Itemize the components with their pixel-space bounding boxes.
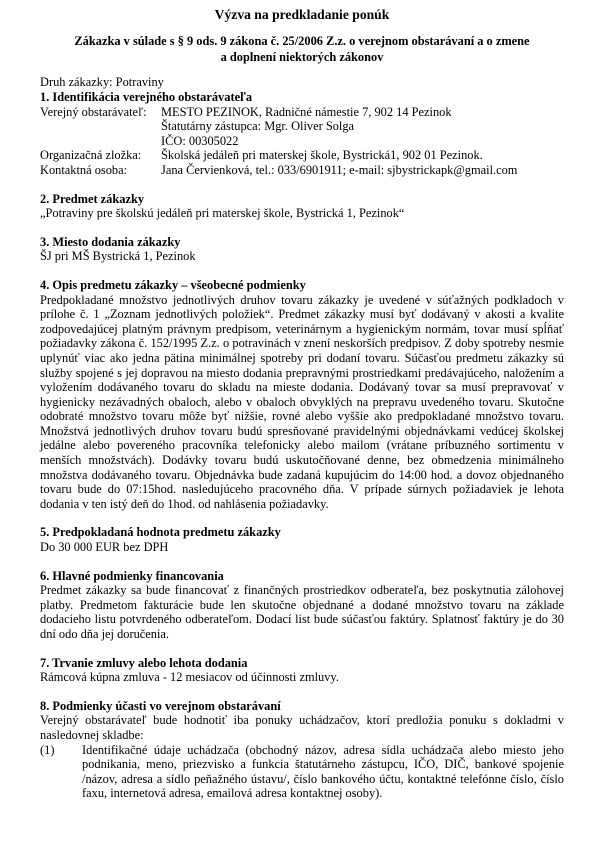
row-value: Jana Červienková, tel.: 033/6901911; e-mail: sjbystrickapk@gmail.com bbox=[161, 162, 518, 177]
section3-heading: 3. Miesto dodania zákazky bbox=[40, 234, 181, 249]
row-value: Štatutárny zástupca: Mgr. Oliver Solga bbox=[161, 119, 355, 134]
contracting-authority-table bbox=[40, 105, 517, 178]
table-row bbox=[40, 105, 517, 120]
row-value: IČO: 00305022 bbox=[161, 133, 239, 148]
section2-text: „Potraviny pre školskú jedáleň pri materskej škole, Bystrická 1, Pezinok“ bbox=[40, 206, 405, 221]
section8-heading: 8. Podmienky účasti vo verejnom obstarávaní bbox=[40, 698, 281, 713]
section8-text: Verejný obstarávateľ bude hodnotiť iba ponuky uchádzačov, ktorí predložia ponuku s dokladmi v nasledovnej skladbe: bbox=[40, 713, 564, 742]
row-value: MESTO PEZINOK, Radničné námestie 7, 902 14 Pezinok bbox=[161, 104, 452, 119]
row-label: Verejný obstarávateľ: bbox=[40, 104, 147, 119]
table-row bbox=[40, 119, 517, 134]
list-item bbox=[40, 743, 564, 801]
section7-heading: 7. Trvanie zmluvy alebo lehota dodania bbox=[40, 655, 248, 670]
section5-heading: 5. Predpokladaná hodnota predmetu zákazky bbox=[40, 525, 281, 540]
section3-text: ŠJ pri MŠ Bystrická 1, Pezinok bbox=[40, 249, 196, 264]
section2-heading: 2. Predmet zákazky bbox=[40, 191, 145, 206]
row-label bbox=[40, 134, 161, 149]
section5-text: Do 30 000 EUR bez DPH bbox=[40, 540, 169, 555]
section6-text: Predmet zákazky sa bude financovať z finančných prostriedkov odberateľa, bez poskytnutia zálohovej platby. Predmetom fakturácie bude len skutočne objednané a dodané množstvo tovaru na základe dodacieho listu potvrdeného odberateľom. Dodací list bude súčasťou faktúry. Splatnosť faktúry je do 30 dní odo dňa jej doručenia. bbox=[40, 583, 564, 641]
section4-heading: 4. Opis predmetu zákazky – všeobecné podmienky bbox=[40, 277, 306, 292]
document-page bbox=[40, 8, 564, 801]
document-subject-line2: a doplnení niektorých zákonov bbox=[220, 50, 384, 64]
row-value: Školská jedáleň pri materskej škole, Bystrická1, 902 01 Pezinok. bbox=[161, 148, 483, 163]
section6-heading: 6. Hlavné podmienky financovania bbox=[40, 568, 224, 583]
list-item-number: (1) bbox=[40, 742, 55, 757]
section7-text: Rámcová kúpna zmluva - 12 mesiacov od účinnosti zmluvy. bbox=[40, 670, 339, 685]
list-item-text: Identifikačné údaje uchádzača (obchodný názov, adresa sídla uchádzača alebo miesto jeho podnikania, meno, priezvisko a funkcia štatutárneho zástupcu, IČO, DIČ, bankové spojenie /názov, adresa a sídlo peňažného ústavu/, číslo bankového účtu, kontaktné telefónne číslo, číslo faxu, internetová adresa, emailová adresa kontaktnej osoby). bbox=[82, 742, 564, 801]
document-title: Výzva na predkladanie ponúk bbox=[214, 7, 390, 22]
document-subject-line1: Zákazka v súlade s § 9 ods. 9 zákona č. 25/2006 Z.z. o verejnom obstarávaní a o zmene bbox=[74, 33, 530, 48]
order-type: Druh zákazky: Potraviny bbox=[40, 75, 164, 90]
table-row bbox=[40, 163, 517, 178]
table-row bbox=[40, 134, 517, 149]
row-label: Kontaktná osoba: bbox=[40, 162, 128, 177]
row-label bbox=[40, 119, 161, 134]
section1-heading: 1. Identifikácia verejného obstarávateľa bbox=[40, 90, 253, 104]
row-label: Organizačná zložka: bbox=[40, 148, 142, 163]
table-row bbox=[40, 148, 517, 163]
section4-text: Predpokladané množstvo jednotlivých druhov tovaru zákazky je uvedené v súťažných podkladoch v prílohe č. 1 „Zoznam jednotlivých položiek“. Predmet zákazky musí byť dodávaný v akosti a kvalite zodpovedajúcej platným právnym predpisom, veterinárnym a hygienickým normám, tovar musí spĺňať požiadavky zákona č. 152/1995 Z.z. o potravinách v znení neskorších predpisov. Z doby spotreby nesmie uplynúť viac ako jedna pätina minimálnej spotreby pri dodaní tovaru. Súčasťou predmetu zákazky sú služby spojené s jej dopravou na miesto dodania prepravnými prostriedkami predávajúceho, naložením a vyložením dodávaného tovaru do skladu na mieste dodania. Dodávaný tovar sa musí prepravovať v hygienicky nezávadných obaloch, alebo v obaloch obvyklých na prepravu uvedeného tovaru. Skutočne odobraté množstvo tovaru môže byť nižšie, rovné alebo vyššie ako predpokladané množstvo tovaru. Množstvá jednotlivých druhov tovaru budú spresňované pravidelnými objednávkami vedúcej školskej jedálne alebo povereného pracovníka telefonicky alebo mailom (vrátane príbuzného sortimentu v menších množstvách). Dodávky tovaru budú uskutočňované denne, bez obmedzenia minimálneho množstva dodávaného tovaru. Objednávka bude zadaná kupujúcim do 14:00 hod. a dovoz objednaného tovaru bude do 07:15hod. nasledujúceho pracovného dňa. V prípade súrnych požiadaviek je lehota dodania v ten istý deň do 1hod. od nahlásenia požiadavky. bbox=[40, 292, 564, 511]
